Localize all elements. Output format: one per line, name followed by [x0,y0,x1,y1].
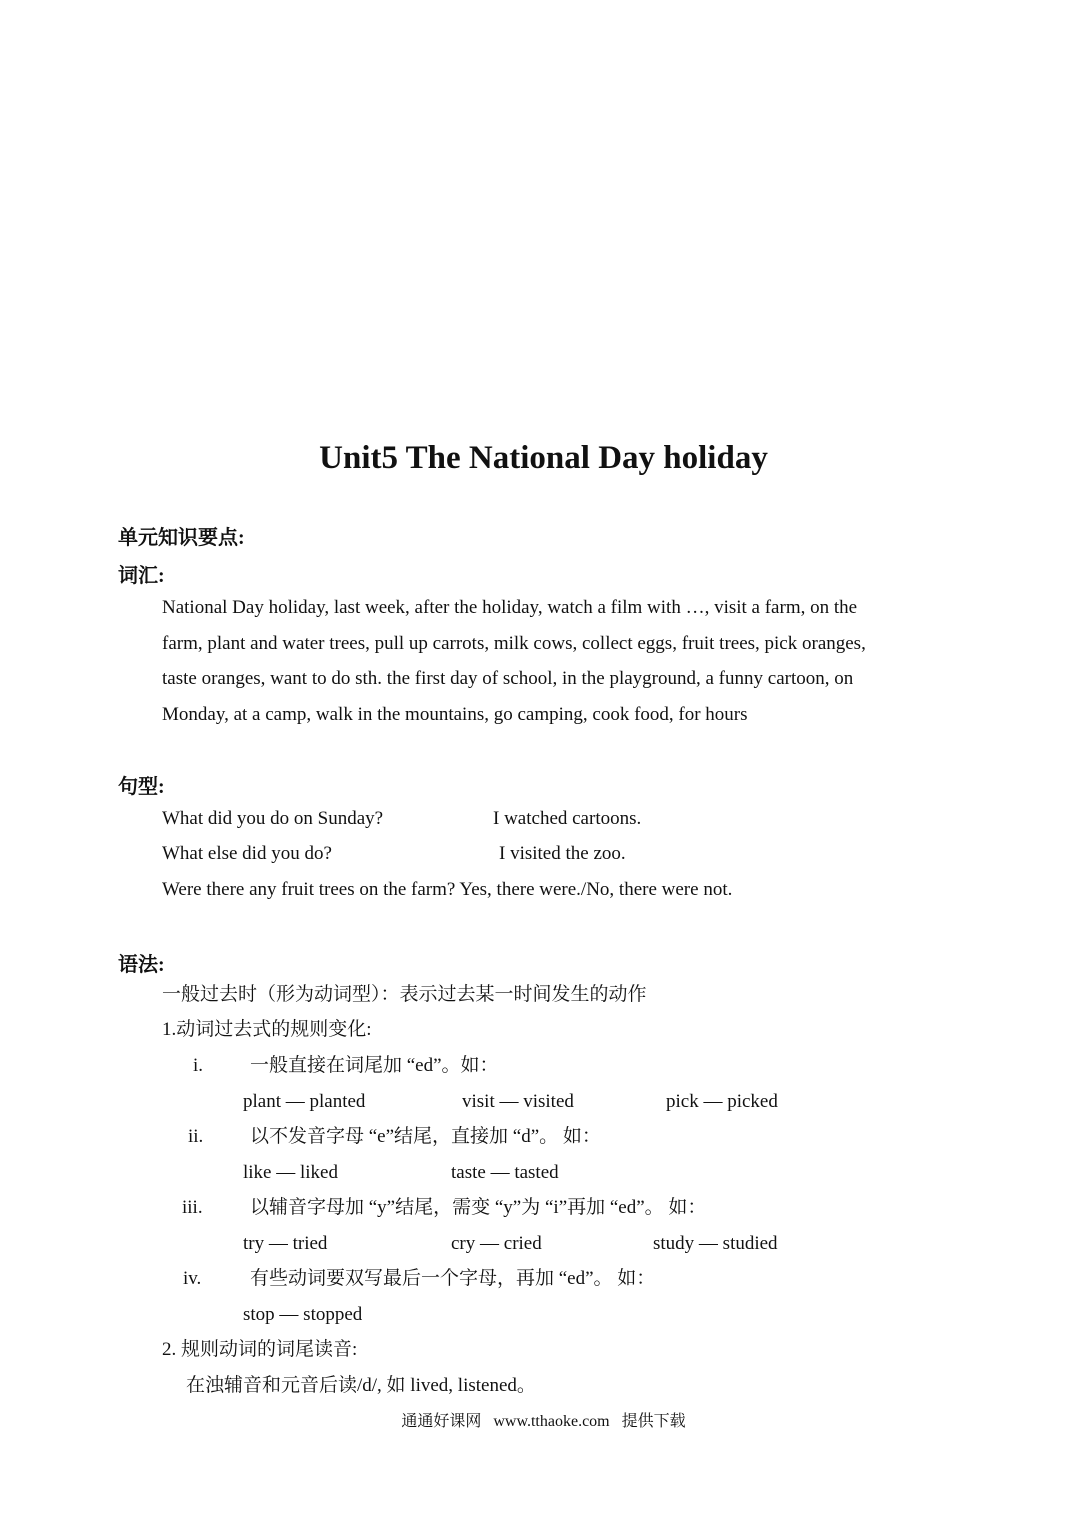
grammar-item-text: 有些动词要双写最后一个字母，再加 “ed”。 如： [250,1268,656,1289]
sentence-answer: I visited the zoo. [499,843,626,864]
sentence-question: Were there any fruit trees on the farm? Yes, there were./No, there were not. [162,879,733,900]
grammar-example: study — studied [653,1233,778,1254]
grammar-intro: 一般过去时（形为动词型）：表示过去某一时间发生的动作 [162,984,647,1005]
grammar-heading: 语法: [118,954,165,976]
grammar-example: visit — visited [462,1091,574,1112]
grammar-example: plant — planted [243,1091,366,1112]
grammar-example: like — liked [243,1162,338,1183]
grammar-example: stop — stopped [243,1304,363,1325]
grammar-example: pick — picked [666,1091,778,1112]
grammar-item-text: 以辅音字母加 “y”结尾，需变 “y”为 “i”再加 “ed”。 如： [250,1197,707,1218]
section-heading: 单元知识要点: [118,527,245,549]
sentence-question: What else did you do? [162,843,332,864]
sentences-heading: 句型: [118,776,165,798]
grammar-rule-1: 1.动词过去式的规则变化: [162,1019,372,1040]
grammar-item-number: iv. [183,1268,202,1289]
footer-site-name: 通通好课网 [401,1413,482,1430]
footer-suffix: 提供下载 [621,1413,686,1430]
grammar-rule-2: 2. 规则动词的词尾读音: [162,1339,358,1360]
sentence-question: What did you do on Sunday? [162,808,384,829]
vocabulary-line: taste oranges, want to do sth. the first day of school, in the playground, a funny cartoon, on [162,668,854,689]
vocabulary-paragraph [162,590,992,732]
grammar-rule-2-detail: 在浊辅音和元音后读/d/, 如 lived, listened。 [186,1375,536,1396]
grammar-item-text: 一般直接在词尾加 “ed”。如： [250,1055,499,1076]
sentence-answer: I watched cartoons. [493,808,642,829]
vocabulary-line: Monday, at a camp, walk in the mountains, go camping, cook food, for hours [162,703,748,725]
page-footer [0,1408,1087,1431]
grammar-example: try — tried [243,1233,328,1254]
grammar-item-number: ii. [188,1126,204,1147]
grammar-item-text: 以不发音字母 “e”结尾，直接加 “d”。 如： [250,1126,601,1147]
vocabulary-line: National Day holiday, last week, after the holiday, watch a film with …, visit a farm, on the [162,597,858,618]
page-title: Unit5 The National Day holiday [319,440,768,476]
grammar-item-number: iii. [182,1197,203,1218]
grammar-example: cry — cried [451,1233,542,1254]
grammar-item-number: i. [193,1055,204,1076]
footer-url: www.tthaoke.com [493,1413,610,1430]
vocabulary-line: farm, plant and water trees, pull up carrots, milk cows, collect eggs, fruit trees, pick oranges, [162,632,866,654]
grammar-example: taste — tasted [451,1162,559,1183]
vocabulary-heading: 词汇: [118,565,165,587]
